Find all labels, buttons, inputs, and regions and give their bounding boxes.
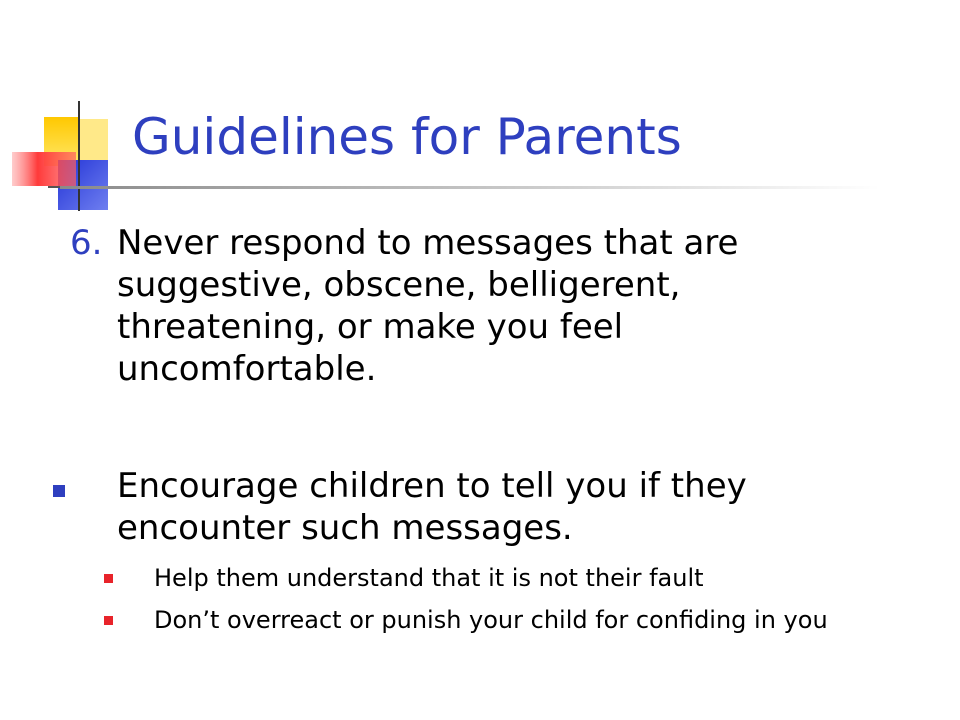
sub-bullet-text: Don’t overreact or punish your child for confiding in you	[154, 606, 828, 634]
sub-bullet-item	[104, 605, 864, 635]
item-number: 6.	[70, 223, 103, 263]
bullet-text: Encourage children to tell you if they encounter such messages.	[117, 466, 747, 548]
numbered-item	[70, 222, 830, 390]
sub-bullet-item	[104, 563, 864, 593]
vertical-line	[78, 101, 80, 211]
item-text: Never respond to messages that are suggestive, obscene, belligerent, threatening, or make you feel uncomfortable.	[117, 223, 739, 389]
blue-square-bullet-icon	[53, 485, 65, 497]
red-square-bullet-icon	[104, 616, 113, 625]
sub-bullet-text: Help them understand that it is not their fault	[154, 564, 704, 592]
red-square-bullet-icon	[104, 574, 113, 583]
red-bar	[12, 152, 76, 186]
slide-title: Guidelines for Parents	[132, 108, 682, 166]
title-underline	[60, 186, 880, 189]
yellow-block-light	[80, 119, 108, 166]
bullet-item	[53, 465, 843, 549]
